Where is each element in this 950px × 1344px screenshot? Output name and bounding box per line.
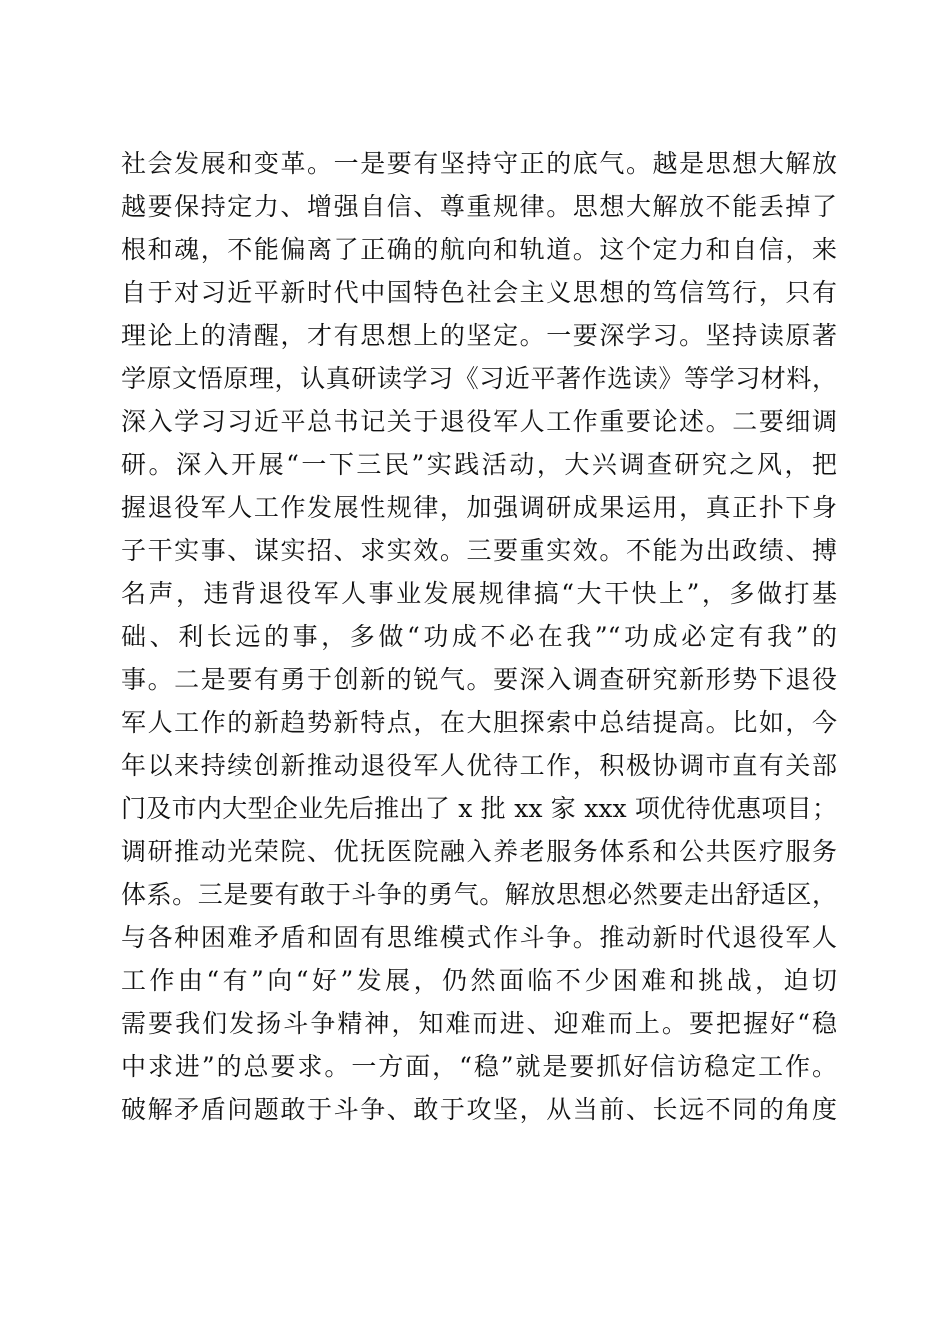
text-line: 需要我们发扬斗争精神，知难而进、迎难而上。要把握好“稳 — [121, 1009, 837, 1038]
text-line: 破解矛盾问题敢于斗争、敢于攻坚，从当前、长远不同的角度 — [121, 1095, 837, 1124]
body-text — [121, 142, 837, 1131]
text-line: 研。深入开展“一下三民”实践活动，大兴调查研究之风，把 — [121, 450, 837, 479]
text-line: 越要保持定力、增强自信、尊重规律。思想大解放不能丢掉了 — [121, 192, 837, 221]
text-line: 与各种困难矛盾和固有思维模式作斗争。推动新时代退役军人 — [121, 923, 837, 952]
text-line: 自于对习近平新时代中国特色社会主义思想的笃信笃行，只有 — [121, 278, 837, 307]
text-line: 中求进”的总要求。一方面，“稳”就是要抓好信访稳定工作。 — [121, 1052, 837, 1081]
text-line: 门及市内大型企业先后推出了 x 批 xx 家 xxx 项优待优惠项目； — [121, 794, 837, 823]
text-line: 体系。三是要有敢于斗争的勇气。解放思想必然要走出舒适区， — [121, 880, 837, 909]
text-line: 学原文悟原理，认真研读学习《习近平著作选读》等学习材料， — [121, 364, 837, 393]
text-line: 军人工作的新趋势新特点，在大胆探索中总结提高。比如，今 — [121, 708, 837, 737]
text-line: 事。二是要有勇于创新的锐气。要深入调查研究新形势下退役 — [121, 665, 837, 694]
text-line: 名声，违背退役军人事业发展规律搞“大干快上”，多做打基 — [121, 579, 837, 608]
text-line: 握退役军人工作发展性规律，加强调研成果运用，真正扑下身 — [121, 493, 837, 522]
text-line: 子干实事、谋实招、求实效。三要重实效。不能为出政绩、搏 — [121, 536, 837, 565]
text-line: 根和魂，不能偏离了正确的航向和轨道。这个定力和自信，来 — [121, 235, 837, 264]
text-line: 理论上的清醒，才有思想上的坚定。一要深学习。坚持读原著 — [121, 321, 837, 350]
text-line: 年以来持续创新推动退役军人优待工作，积极协调市直有关部 — [121, 751, 837, 780]
text-line: 深入学习习近平总书记关于退役军人工作重要论述。二要细调 — [121, 407, 837, 436]
text-line: 工作由“有”向“好”发展，仍然面临不少困难和挑战，迫切 — [121, 966, 837, 995]
text-line: 础、利长远的事，多做“功成不必在我”“功成必定有我”的 — [121, 622, 837, 651]
text-line: 社会发展和变革。一是要有坚持守正的底气。越是思想大解放 — [121, 149, 837, 178]
text-line: 调研推动光荣院、优抚医院融入养老服务体系和公共医疗服务 — [121, 837, 837, 866]
